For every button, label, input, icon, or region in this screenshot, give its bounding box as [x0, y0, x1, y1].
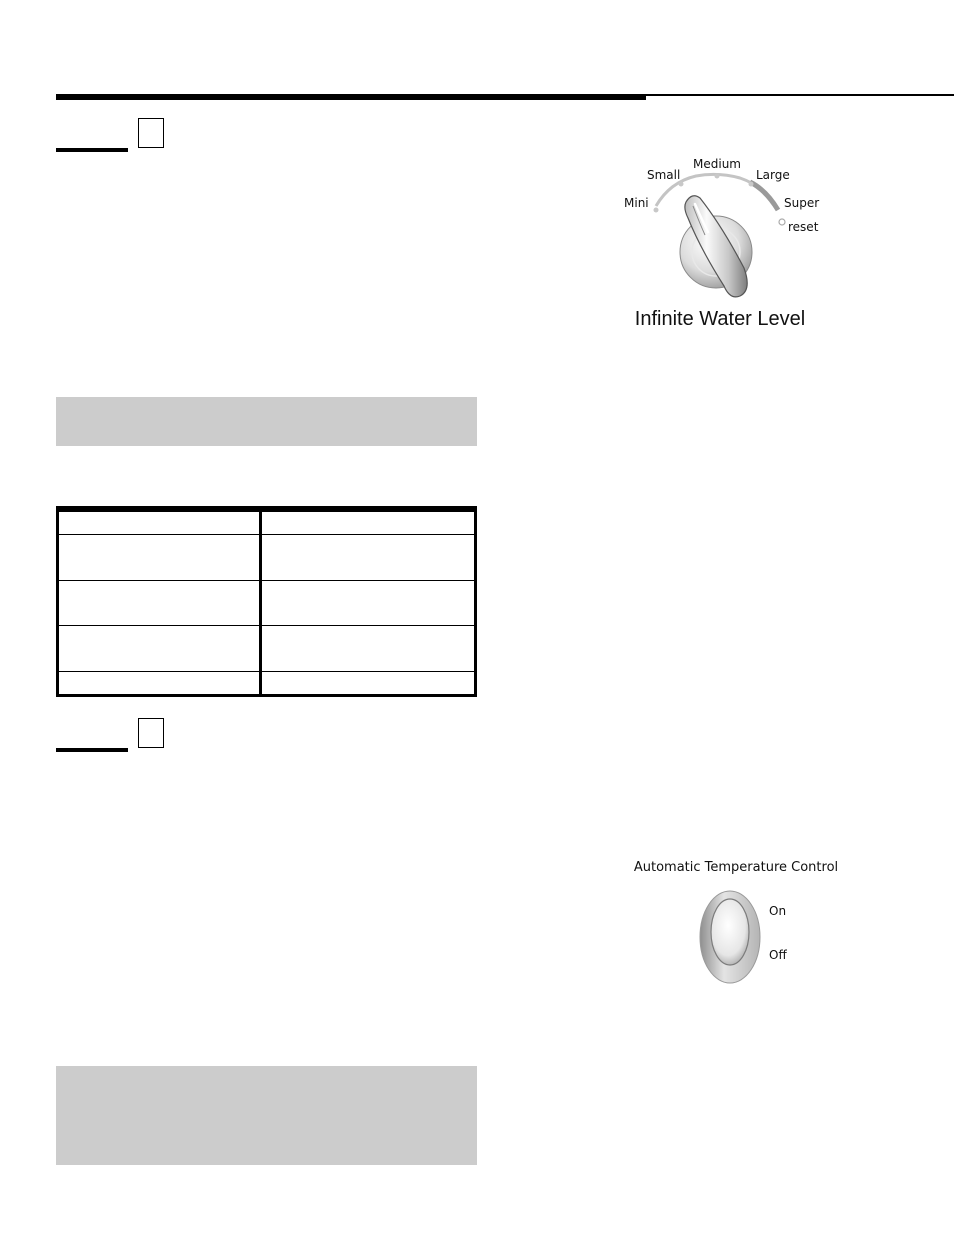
dial-label-super: Super [784, 196, 820, 210]
table-cell [59, 671, 261, 694]
note-box-1 [56, 397, 477, 446]
header-rule-thin [646, 94, 954, 96]
note-box-2 [56, 1066, 477, 1165]
temperature-caption: Automatic Temperature Control [633, 860, 839, 875]
table-cell [261, 535, 475, 581]
water-level-caption: Infinite Water Level [634, 308, 806, 330]
table-cell [59, 535, 261, 581]
dial-label-small: Small [647, 168, 681, 182]
switch-rocker[interactable] [711, 899, 749, 965]
dial-dot-reset [779, 219, 785, 225]
table-cell [59, 626, 261, 672]
temperature-switch[interactable] [690, 886, 810, 990]
data-table [56, 506, 477, 697]
dial-scale-arc-heavy [750, 182, 778, 210]
dial-label-large: Large [756, 168, 790, 182]
table-cell [261, 580, 475, 626]
dial-dot-large [749, 182, 754, 187]
switch-label-off: Off [769, 948, 787, 962]
table-row [59, 671, 474, 694]
table-cell [59, 512, 261, 535]
table-cell [59, 580, 261, 626]
table-cell [261, 671, 475, 694]
dial-label-reset: reset [788, 220, 819, 234]
header-rule-thick [56, 94, 646, 100]
table-row [59, 580, 474, 626]
section-2-underline [56, 748, 128, 752]
section-1-number-box [138, 118, 164, 148]
table-cell [261, 512, 475, 535]
dial-label-medium: Medium [693, 157, 741, 171]
section-1-underline [56, 148, 128, 152]
dial-dot-medium [715, 174, 720, 179]
section-2-number-box [138, 718, 164, 748]
table-row [59, 626, 474, 672]
switch-label-on: On [769, 904, 787, 918]
dial-label-mini: Mini [624, 196, 649, 210]
dial-dot-small [679, 182, 684, 187]
dial-dot-mini [654, 208, 659, 213]
table-row [59, 512, 474, 535]
table-cell [261, 626, 475, 672]
table-row [59, 535, 474, 581]
